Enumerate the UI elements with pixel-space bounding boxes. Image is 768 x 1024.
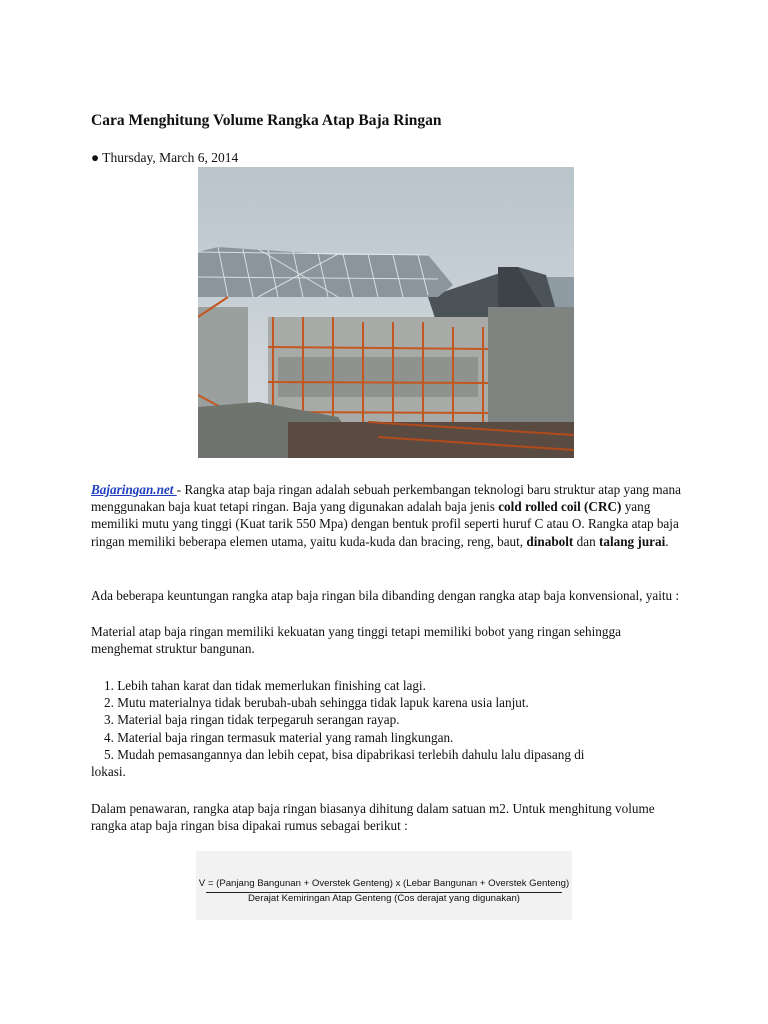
list-item: 2. Mutu materialnya tidak berubah-ubah sehingga tidak lapuk karena usia lanjut.	[104, 695, 529, 711]
page-title: Cara Menghitung Volume Rangka Atap Baja Ringan	[91, 112, 442, 129]
formula-numerator: V = (Panjang Bangunan + Overstek Genteng) x (Lebar Bangunan + Overstek Genteng)	[198, 878, 570, 889]
intro-text-2: yang memiliki mutu yang tinggi (Kuat tarik 550 Mpa) dengan bentuk profil seperti huruf C atau O. Rangka atap baja ringan memiliki beberapa elemen utama, yaitu kuda-kuda dan bracing, reng, baut,	[91, 499, 679, 549]
formula-denominator: Derajat Kemiringan Atap Genteng (Cos derajat yang digunakan)	[248, 893, 520, 904]
calculation-paragraph: Dalam penawaran, rangka atap baja ringan biasanya dihitung dalam satuan m2. Untuk menghitung volume rangka atap baja ringan bisa dipakai rumus sebagai berikut :	[91, 801, 655, 834]
formula-image	[196, 851, 572, 920]
post-date: ● Thursday, March 6, 2014	[91, 150, 239, 165]
material-paragraph: Material atap baja ringan memiliki kekuatan yang tinggi tetapi memiliki bobot yang ringan sehingga menghemat struktur bangunan.	[91, 624, 621, 657]
advantages-list	[91, 677, 681, 780]
intro-bold-dinabolt: dinabolt	[526, 533, 574, 549]
list-item: 1. Lebih tahan karat dan tidak memerlukan finishing cat lagi.	[104, 678, 426, 693]
list-item: 4. Material baja ringan termasuk material yang ramah lingkungan.	[104, 729, 454, 745]
advantages-intro: Ada beberapa keuntungan rangka atap baja ringan bila dibanding dengan rangka atap baja konvensional, yaitu :	[91, 588, 680, 603]
list-item: 5. Mudah pemasangannya dan lebih cepat, bisa dipabrikasi terlebih dahulu lalu dipasang di	[104, 746, 585, 762]
list-item: 3. Material baja ringan tidak terpegaruh serangan rayap.	[104, 712, 400, 728]
source-link[interactable]: Bajaringan.net	[91, 482, 177, 497]
intro-paragraph	[91, 481, 681, 550]
article-photo	[198, 167, 574, 458]
intro-text-4: .	[665, 533, 669, 549]
intro-text-1: - Rangka atap baja ringan adalah sebuah perkembangan teknologi baru struktur atap yang mana menggunakan baja kuat tetapi ringan. Baja yang digunakan adalah baja jenis	[91, 482, 681, 515]
intro-bold-talang: talang jurai	[598, 533, 666, 549]
intro-bold-crc: cold rolled coil (CRC)	[498, 499, 622, 515]
intro-text-3: dan	[573, 533, 599, 549]
list-item-continuation: lokasi.	[91, 764, 126, 780]
